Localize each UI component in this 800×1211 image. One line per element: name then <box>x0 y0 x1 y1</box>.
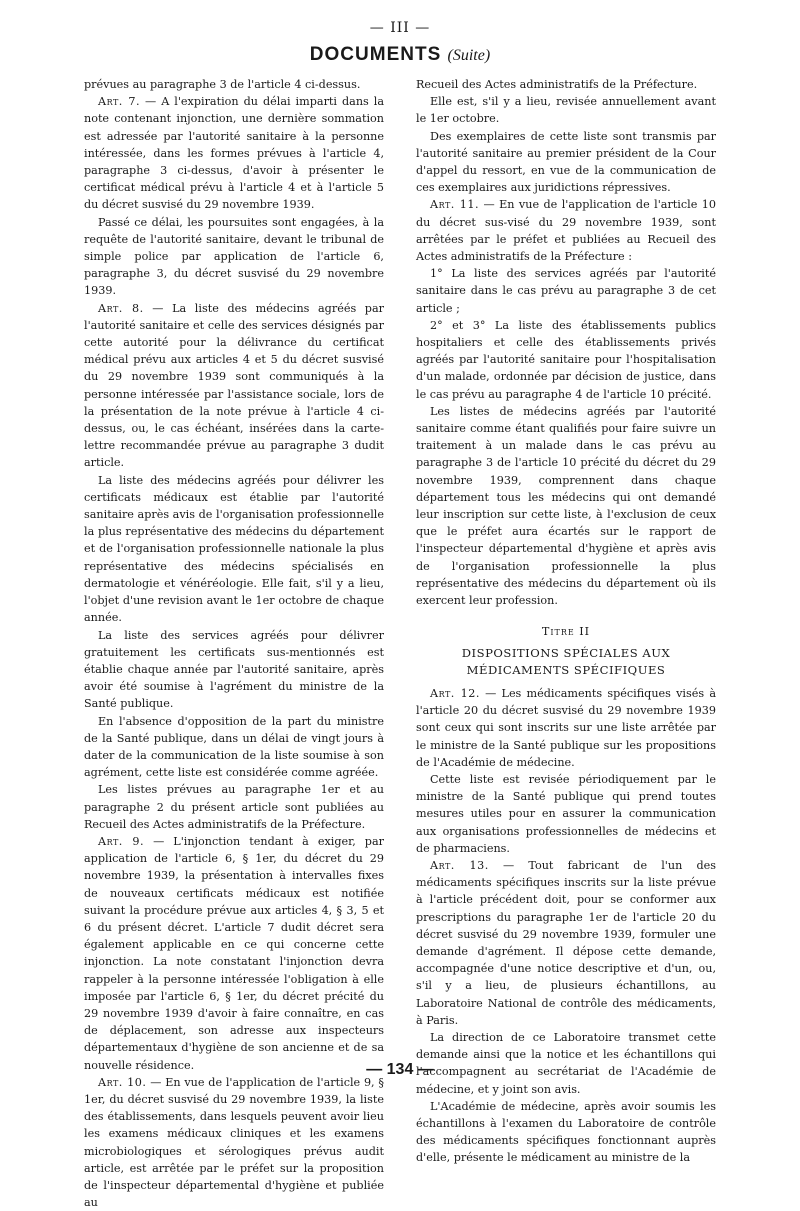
paragraph-article-9: Art. 9. — L'injonction tendant à exiger, par application de l'article 6, § 1er, du décret du 29 novembre 1939, la présentation à intervalles fixes de nouveaux certificats médicaux est notifiée suivant la procédure prévue aux articles 4, § 3, 5 et 6 du présent décret. L'article 7 dudit décret sera également applicable en ce qui concerne cette injonction. La note constatant l'injonction devra rappeler à la personne intéressée l'obligation à elle imposée par l'article 6, § 1er, du décret précité du 29 novembre 1939 d'avoir à faire connaître, en cas de déplacement, son adresse aux inspecteurs départementaux d'hygiène de son ancienne et de sa nouvelle résidence. <box>84 834 384 1072</box>
paragraph-article-8: Art. 8. — La liste des médecins agréés par l'autorité sanitaire et celle des services désignés par cette autorité pour la délivrance du certificat médical prévu aux articles 4 et 5 du décret susvisé du 29 novembre 1939 sont communiqués à la personne intéressée par l'assistance sociale, lors de la présentation de la note prévue à l'article 4 ci-dessus, ou, le cas échéant, insérées dans la carte-lettre recommandée prévue au paragraphe 3 dudit article. <box>84 301 384 470</box>
section-titre: Titre II <box>541 625 591 639</box>
paragraph: Recueil des Actes administratifs de la Préfecture. <box>416 78 698 91</box>
paragraph: La direction de ce Laboratoire transmet cette demande ainsi que la notice et les échantillons qui l'accompagnent au secrétariat de l'Académie de médecine, et y joint son avis. <box>416 1030 716 1096</box>
page-roman-number: — III — <box>369 20 431 36</box>
paragraph: Les listes prévues au paragraphe 1er et au paragraphe 2 du présent article sont publiées au Recueil des Actes administratifs de la Préfecture. <box>84 783 384 831</box>
section-heading: DISPOSITIONS SPÉCIALES AUX MÉDICAMENTS SPÉCIFIQUES <box>461 645 671 677</box>
paragraph-article-10: Art. 10. — En vue de l'application de l'article 9, § 1er, du décret susvisé du 29 novembre 1939, la liste des établissements, dans lesquels peuvent avoir lieu les examens médicaux cliniques et les examens microbiologiques et sérologiques prévus audit article, est arrêtée par le préfet sur la proposition de l'inspecteur départemental d'hygiène et publiée au <box>84 1075 384 1210</box>
paragraph: Les listes de médecins agréés par l'autorité sanitaire comme étant qualifiés pour faire suivre un traitement à un malade dans le cas prévu au paragraphe 3 de l'article 10 précité du décret du 29 novembre 1939, comprennent dans chaque département tous les médecins qui ont demandé leur inscription sur cette liste, à l'exclusion de ceux que le préfet aura écartés sur le rapport de l'inspecteur départemental d'hygiène et après avis de l'organisation professionnelle la plus représentative des médecins du département où ils exercent leur profession. <box>416 404 716 608</box>
paragraph: Des exemplaires de cette liste sont transmis par l'autorité sanitaire au premier président de la Cour d'appel du ressort, en vue de la communication de ces exemplaires aux juridictions répressives. <box>416 129 716 195</box>
title-suffix: (Suite) <box>447 47 491 64</box>
paragraph-article-11: Art. 11. — En vue de l'application de l'article 10 du décret sus-visé du 29 novembre 1939, sont arrêtées par le préfet et publiées au Recueil des Actes administratifs de la Préfecture : <box>416 198 716 264</box>
left-column <box>84 76 384 1211</box>
paragraph: L'Académie de médecine, après avoir soumis les échantillons à l'examen du Laboratoire de contrôle des médicaments spécifiques fonctionnant auprès d'elle, présente le médicament au ministre de la <box>416 1099 716 1165</box>
paragraph: La liste des services agréés pour délivrer gratuitement les certificats sus-mentionnés est établie chaque année par l'autorité sanitaire, après avoir été soumise à l'agrément du ministre de la Santé publique. <box>84 628 384 711</box>
paragraph: prévues au paragraphe 3 de l'article 4 ci-dessus. <box>84 78 361 91</box>
title-text: DOCUMENTS <box>309 44 442 65</box>
paragraph-article-7: Art. 7. — A l'expiration du délai imparti dans la note contenant injonction, une dernière sommation est adressée par l'autorité sanitaire à la personne intéressée, dans les formes prévues à l'article 4, paragraphe 3 ci-dessus, d'avoir à présenter le certificat médical prévu à l'article 4 et à l'article 5 du décret susvisé du 29 novembre 1939. <box>84 95 385 212</box>
right-column <box>416 76 716 1167</box>
paragraph-article-13: Art. 13. — Tout fabricant de l'un des médicaments spécifiques inscrits sur la liste prévue à l'article précédent doit, pour se conformer aux prescriptions du paragraphe 1er de l'article 20 du décret susvisé du 29 novembre 1939, formuler une demande d'agrément. Il dépose cette demande, accompagnée d'une notice descriptive et d'un, ou, s'il y a lieu, de plusieurs échantillons, au Laboratoire National de contrôle des médicaments, à Paris. <box>416 858 716 1027</box>
paragraph: 2° et 3° La liste des établissements publics hospitaliers et celle des établissements privés agréés par l'autorité sanitaire pour l'hospitalisation d'un malade, ordonnée par décision de justice, dans le cas prévu au paragraphe 4 de l'article 10 précité. <box>416 318 716 401</box>
paragraph-article-12: Art. 12. — Les médicaments spécifiques visés à l'article 20 du décret susvisé du 29 novembre 1939 sont ceux qui sont inscrits sur une liste arrêtée par le ministre de la Santé publique sur les propositions de l'Académie de médecine. <box>416 686 717 769</box>
page-title <box>0 44 800 66</box>
page-number: — 134 — <box>366 1061 434 1078</box>
paragraph: Passé ce délai, les poursuites sont engagées, à la requête de l'autorité sanitaire, devant le tribunal de simple police par application de l'article 6, paragraphe 3, du décret susvisé du 29 novembre 1939. <box>84 215 384 298</box>
paragraph: 1° La liste des services agréés par l'autorité sanitaire dans le cas prévu au paragraphe 3 de cet article ; <box>416 267 716 315</box>
paragraph: Cette liste est revisée périodiquement par le ministre de la Santé publique qui prend toutes mesures utiles pour en assurer la communication aux organisations professionnelles de médecins et de pharmaciens. <box>416 772 716 855</box>
paragraph: En l'absence d'opposition de la part du ministre de la Santé publique, dans un délai de vingt jours à dater de la communication de la liste soumise à son agrément, cette liste est considérée comme agréée. <box>84 714 384 780</box>
paragraph: La liste des médecins agréés pour délivrer les certificats médicaux est établie par l'autorité sanitaire après avis de l'organisation professionnelle la plus représentative des médecins du département et de l'organisation professionnelle nationale la plus représentative des médecins spécialisés en dermatologie et vénéréologie. Elle fait, s'il y a lieu, l'objet d'une revision avant le 1er octobre de chaque année. <box>84 473 384 625</box>
paragraph: Elle est, s'il y a lieu, revisée annuellement avant le 1er octobre. <box>416 95 716 126</box>
